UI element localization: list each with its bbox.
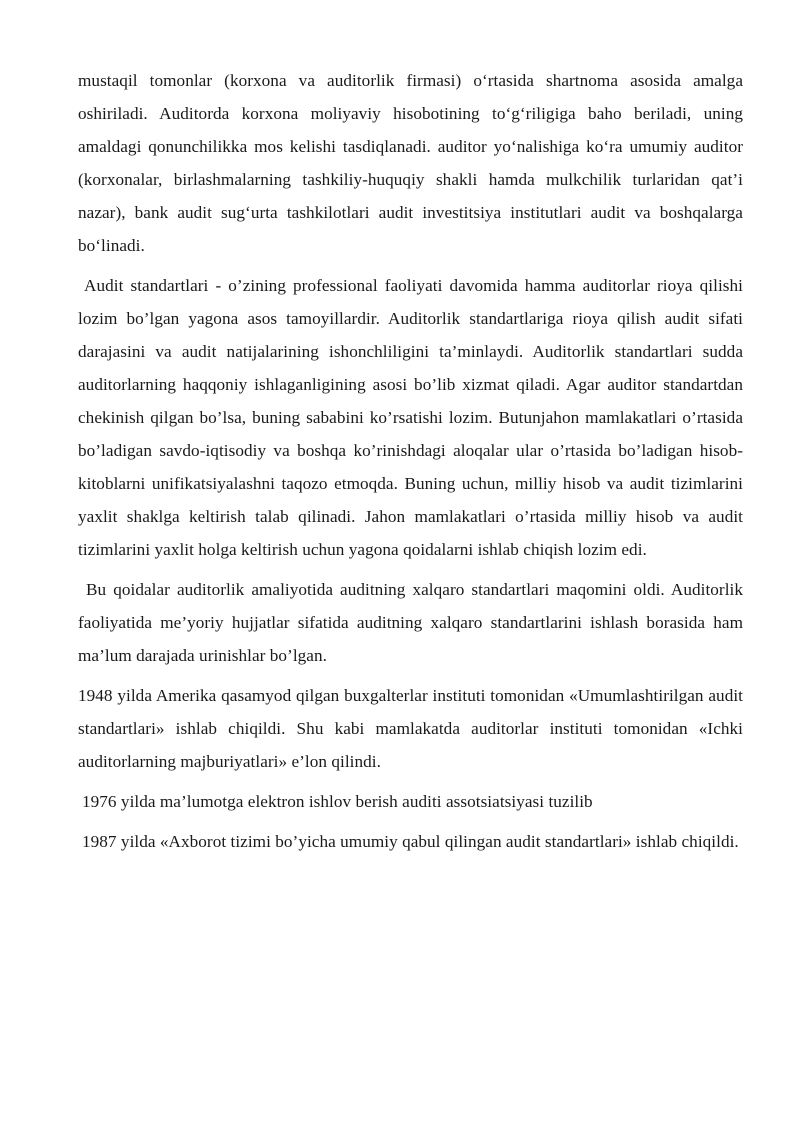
paragraph-international-standards: Bu qoidalar auditorlik amaliyotida auditning xalqaro standartlari maqomini oldi. Auditorlik faoliyatida me’yoriy hujjatlar sifatida auditning xalqaro standartlarini ishlash borasida ham ma’lum darajada urinishlar bo’lgan.: [78, 580, 743, 665]
paragraph-1976: 1976 yilda ma’lumotga elektron ishlov berish auditi assotsiatsiyasi tuzilib: [82, 792, 593, 811]
paragraph-1948: 1948 yilda Amerika qasamyod qilgan buxgalterlar instituti tomonidan «Umumlashtirilgan audit standartlari» ishlab chiqildi. Shu kabi mamlakatda auditorlar instituti tomonidan «Ichki auditorlarning majburiyatlari» e’lon qilindi.: [78, 686, 743, 771]
paragraph-1987: 1987 yilda «Axborot tizimi bo’yicha umumiy qabul qilingan audit standartlari» ishlab chiqildi.: [82, 832, 739, 851]
paragraph-audit-standards: Audit standartlari - o’zining professional faoliyati davomida hamma auditorlar rioya qilishi lozim bo’lgan yagona asos tamoyillardir. Auditorlik standartlariga rioya qilish audit sifati darajasini va audit natijalarining ishonchliligini ta’minlaydi. Auditorlik standartlari sudda auditorlarning haqqoniy ishlaganligining asosi bo’lib xizmat qiladi. Agar auditor standartdan chekinish qilgan bo’lsa, buning sababini ko’rsatishi lozim. Butunjahon mamlakatlari o’rtasida bo’ladigan savdo-iqtisodiy va boshqa ko’rinishdagi aloqalar ular o’rtasida bo’ladigan hisob-kitoblarni unifikatsiyalashni taqozo etmoqda. Buning uchun, milliy hisob va audit tizimlarini yaxlit shaklga keltirish talab qilinadi. Jahon mamlakatlari o’rtasida milliy hisob va audit tizimlarini yaxlit holga keltirish uchun yagona qoidalarni ishlab chiqish lozim edi.: [78, 276, 743, 559]
document-page: [78, 64, 743, 865]
paragraph-auditor-types: mustaqil tomonlar (korxona va auditorlik firmasi) o‘rtasida shartnoma asosida amalga oshiriladi. Auditorda korxona moliyaviy hisobotining to‘g‘riligiga baho beriladi, uning amaldagi qonunchilikka mos kelishi tasdiqlanadi. auditor yo‘nalishiga ko‘ra umumiy auditor (korxonalar, birlashmalarning tashkiliy-huquqiy shakli hamda mulkchilik turlaridan qat’i nazar), bank audit sug‘urta tashkilotlari audit investitsiya institutlari audit va boshqalarga bo‘linadi.: [78, 71, 743, 255]
